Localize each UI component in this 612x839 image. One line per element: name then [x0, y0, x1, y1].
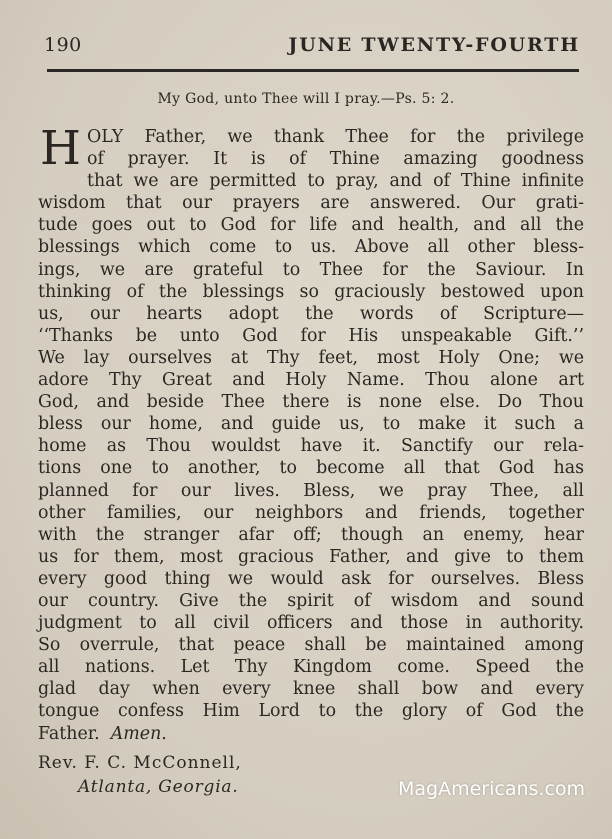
- prayer-line: that we are permitted to pray, and of Thine infinite: [87, 171, 584, 192]
- prayer-line: glad day when every knee shall bow and every: [38, 679, 584, 700]
- prayer-line: ings, we are grateful to Thee for the Saviour. In: [38, 259, 584, 280]
- amen: Amen.: [110, 723, 167, 744]
- prayer-line: us, our hearts adopt the words of Scripture—: [38, 303, 584, 324]
- prayer-line: home as Thou wouldst have it. Sanctify our rela-: [38, 436, 584, 457]
- watermark: MagAmericans.com: [398, 778, 586, 800]
- prayer-line: us for them, most gracious Father, and give to them: [38, 546, 584, 567]
- prayer-line: of prayer. It is of Thine amazing goodness: [87, 149, 584, 170]
- final-word: Father.: [38, 723, 100, 744]
- prayer-line: all nations. Let Thy Kingdom come. Speed the: [38, 657, 584, 678]
- running-title: JUNE TWENTY-FOURTH: [288, 34, 580, 56]
- epigraph: My God, unto Thee will I pray.—Ps. 5: 2.: [157, 91, 455, 107]
- prayer-body: [38, 121, 584, 745]
- prayer-line: blessings which come to us. Above all other bless-: [38, 237, 584, 258]
- prayer-line: wisdom that our prayers are answered. Our grati-: [38, 193, 584, 214]
- prayer-line: our country. Give the spirit of wisdom and sound: [38, 590, 584, 611]
- prayer-line: tongue confess Him Lord to the glory of God the: [38, 701, 584, 722]
- page-number: 190: [44, 34, 82, 56]
- prayer-line: God, and beside Thee there is none else. Do Thou: [38, 392, 584, 413]
- prayer-line: We lay ourselves at Thy feet, most Holy One; we: [38, 347, 584, 368]
- prayer-line: judgment to all civil officers and those in authority.: [38, 613, 584, 634]
- prayer-line: bless our home, and guide us, to make it such a: [38, 414, 584, 435]
- prayer-final-line: [38, 723, 584, 745]
- signature: [38, 753, 242, 797]
- prayer-line: tions one to another, to become all that God has: [38, 458, 584, 479]
- prayer-line: ‘‘Thanks be unto God for His unspeakable Gift.’’: [38, 325, 584, 346]
- prayer-line: So overrule, that peace shall be maintained among: [38, 635, 584, 656]
- drop-cap: H: [40, 121, 81, 176]
- prayer-line: planned for our lives. Bless, we pray Thee, all: [38, 480, 584, 501]
- prayer-line: OLY Father, we thank Thee for the privilege: [87, 127, 584, 147]
- prayer-line: thinking of the blessings so graciously bestowed upon: [38, 281, 584, 302]
- prayer-line: tude goes out to God for life and health, and all the: [38, 215, 584, 236]
- author-name: Rev. F. C. McConnell,: [38, 753, 242, 773]
- prayer-line: with the stranger afar off; though an enemy, hear: [38, 524, 584, 545]
- prayer-line: adore Thy Great and Holy Name. Thou alone art: [38, 370, 584, 391]
- header-rule: [47, 69, 579, 72]
- page-header: [44, 34, 580, 64]
- author-place: Atlanta, Georgia.: [78, 777, 239, 797]
- prayer-line: other families, our neighbors and friends, together: [38, 502, 584, 523]
- prayer-line: every good thing we would ask for ourselves. Bless: [38, 568, 584, 589]
